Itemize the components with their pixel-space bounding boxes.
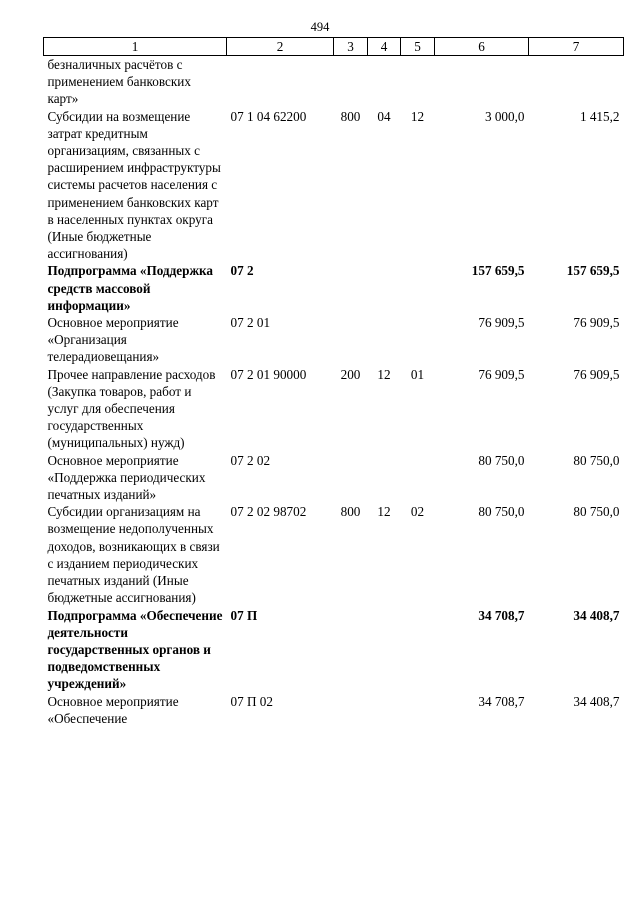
table-row [44, 262, 624, 314]
cell-value-7: 80 750,0 [573, 452, 620, 468]
cell-value-6: 157 659,5 [471, 263, 525, 279]
cell-value-7: 34 408,7 [573, 693, 620, 709]
cell-col3 [334, 607, 368, 693]
cell-code: 07 2 02 [230, 452, 271, 468]
cell-col3 [334, 314, 368, 366]
cell-value-7: 157 659,5 [566, 263, 620, 279]
table-row [44, 366, 624, 452]
page-number: 494 [310, 20, 330, 34]
cell-col5 [401, 607, 435, 693]
cell-code: 07 2 01 [230, 315, 271, 331]
cell-col4: 04 [377, 108, 391, 124]
table-row [44, 314, 624, 366]
cell-value-7: 76 909,5 [573, 315, 620, 331]
cell-col4 [368, 314, 401, 366]
cell-col3 [334, 262, 368, 314]
cell-col5: 02 [410, 504, 425, 520]
budget-table [43, 37, 624, 727]
cell-col5 [401, 314, 435, 366]
cell-col5 [401, 693, 435, 727]
cell-col4: 12 [377, 504, 391, 520]
cell-value-6: 76 909,5 [478, 315, 525, 331]
cell-code: 07 П [230, 607, 258, 623]
header-row [44, 38, 624, 56]
cell-col3 [334, 56, 368, 108]
table-row [44, 503, 624, 606]
cell-col4 [368, 262, 401, 314]
col-header-3: 3 [334, 38, 368, 56]
col-header-7: 7 [529, 38, 624, 56]
cell-col4 [368, 452, 401, 504]
col-header-6: 6 [435, 38, 529, 56]
cell-name: Основное мероприятие «Организация телерадиовещания» [47, 315, 179, 365]
cell-col3 [334, 452, 368, 504]
cell-code: 07 2 01 90000 [230, 366, 307, 382]
cell-value-7: 80 750,0 [573, 504, 620, 520]
cell-name: Субсидии организациям на возмещение недополученных доходов, возникающих в связи с изданием периодических печатных изданий (Иные бюджетные ассигнования) [47, 504, 220, 606]
table-row [44, 108, 624, 263]
cell-col5: 12 [410, 108, 425, 124]
cell-code: 07 2 [230, 263, 254, 279]
cell-value-7 [529, 56, 624, 108]
cell-name: безналичных расчётов с применением банковских карт» [47, 57, 191, 107]
cell-value-7: 76 909,5 [573, 366, 620, 382]
cell-value-6: 34 708,7 [478, 607, 525, 623]
cell-value-6 [435, 56, 529, 108]
col-header-2: 2 [227, 38, 334, 56]
cell-col5 [401, 262, 435, 314]
table-row [44, 452, 624, 504]
table-row [44, 56, 624, 108]
cell-col4 [368, 56, 401, 108]
table-row [44, 607, 624, 693]
cell-code: 07 2 02 98702 [230, 504, 307, 520]
cell-value-6: 3 000,0 [484, 108, 525, 124]
col-header-5: 5 [401, 38, 435, 56]
table-row [44, 693, 624, 727]
cell-value-6: 80 750,0 [478, 504, 525, 520]
cell-name: Подпрограмма «Поддержка средств массовой информации» [47, 263, 213, 313]
cell-value-6: 76 909,5 [478, 366, 525, 382]
cell-col5 [401, 56, 435, 108]
cell-value-7: 34 408,7 [573, 607, 620, 623]
cell-col4 [368, 607, 401, 693]
cell-name: Субсидии на возмещение затрат кредитным организациям, связанных с расширением инфраструктуры системы расчетов населения с применением банковских карт в населенных пунктах округа (Иные бюджетные ассигнования) [47, 108, 221, 262]
cell-col5 [401, 452, 435, 504]
cell-col5: 01 [410, 366, 425, 382]
cell-col3: 800 [340, 504, 361, 520]
cell-name: Основное мероприятие «Обеспечение [47, 693, 179, 726]
cell-col3 [334, 693, 368, 727]
cell-col4 [368, 693, 401, 727]
cell-col4: 12 [377, 366, 391, 382]
cell-name: Прочее направление расходов (Закупка товаров, работ и услуг для обеспечения государственных (муниципальных) нужд) [47, 366, 216, 451]
cell-col3: 200 [340, 366, 361, 382]
cell-code: 07 1 04 62200 [230, 108, 307, 124]
cell-value-6: 80 750,0 [478, 452, 525, 468]
cell-value-7: 1 415,2 [579, 108, 620, 124]
col-header-1: 1 [44, 38, 227, 56]
cell-name: Основное мероприятие «Поддержка периодических печатных изданий» [47, 452, 206, 503]
cell-code [227, 56, 334, 108]
cell-value-6: 34 708,7 [478, 693, 525, 709]
col-header-4: 4 [368, 38, 401, 56]
cell-name: Подпрограмма «Обеспечение деятельности государственных органов и подведомственных учреждений» [47, 607, 223, 692]
cell-col3: 800 [340, 108, 361, 124]
cell-code: 07 П 02 [230, 693, 273, 709]
